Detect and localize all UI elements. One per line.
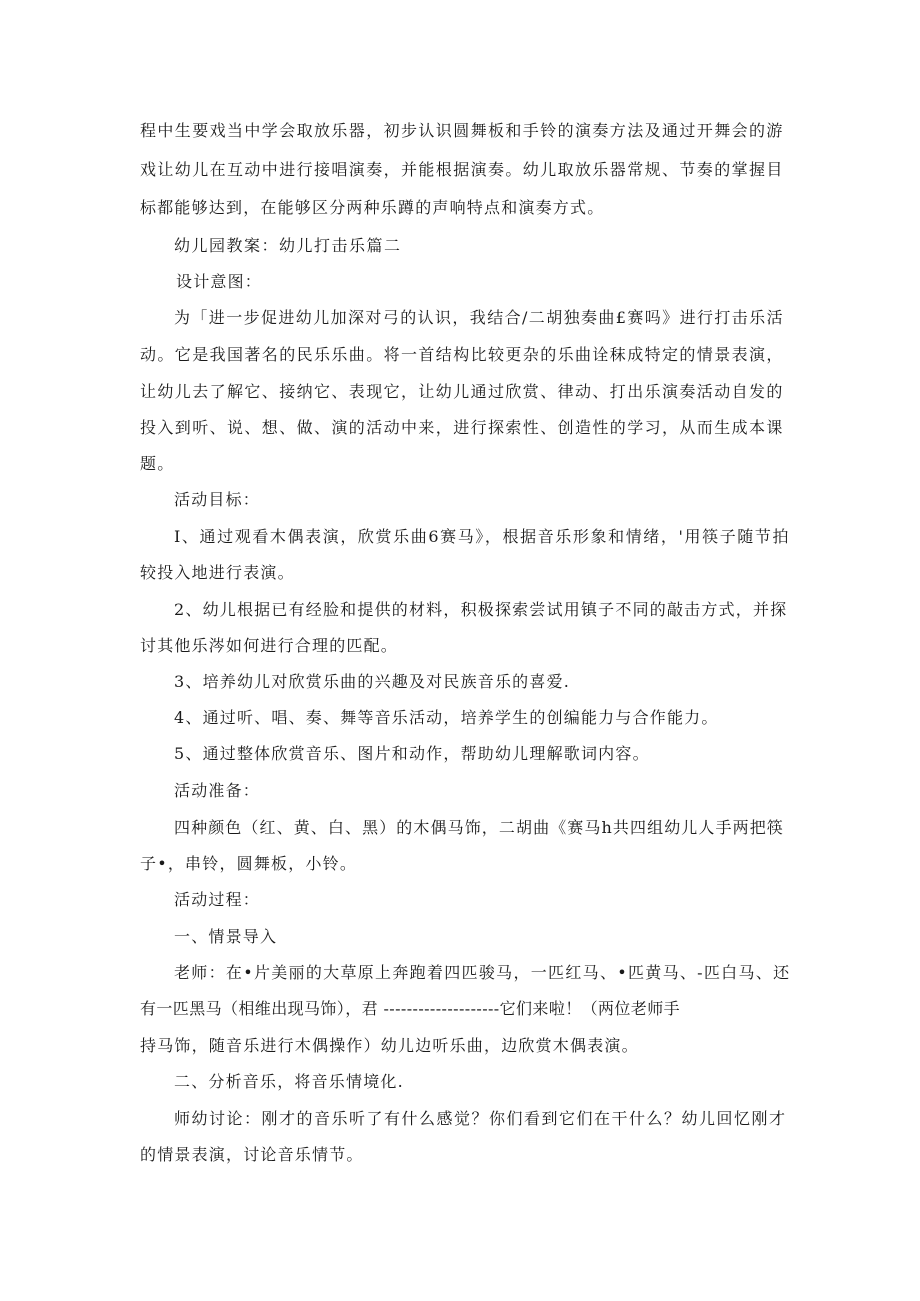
- text-line: 题。: [140, 454, 175, 473]
- text-line: 戏让幼儿在互动中进行接唱演奏，并能根据演奏。幼儿取放乐器常规、节奏的掌握目: [140, 160, 784, 179]
- subheading: 活动准备：: [174, 781, 261, 800]
- text-line: 2、幼儿根据已有经脸和提供的材料，积极探索尝试用镇子不同的敲击方式，并探: [174, 600, 788, 619]
- text-line: 让幼儿去了解它、接纳它、表现它，让幼儿通过欣赏、律动、打出乐演奏活动自发的: [140, 382, 784, 401]
- text-line: 投入到听、说、想、做、演的活动中来，进行探索性、创造性的学习，从而生成本课: [140, 418, 784, 437]
- subheading: 设计意图：: [176, 272, 263, 291]
- text-line: I、通过观看木偶表演，欣赏乐曲6赛马》，根据音乐形象和情绪，'用筷子随节拍: [174, 527, 791, 546]
- text-line: 老师：在•片美丽的大草原上奔跑着四匹骏马，一匹红马、•匹黄马、-匹白马、还: [174, 963, 791, 982]
- text-line: 4、通过听、唱、奏、舞等音乐活动，培养学生的创编能力与合作能力。: [174, 708, 719, 727]
- text-line: 讨其他乐涔如何进行合理的匹配。: [140, 636, 399, 655]
- text-line: 动。它是我国著名的民乐乐曲。将一首结构比较更杂的乐曲诠秣成特定的情景表演，: [140, 345, 784, 364]
- text-line: 3、培养幼儿对欣赏乐曲的兴趣及对民族音乐的喜爱.: [174, 672, 571, 691]
- text-line: 的情景表演，讨论音乐情节。: [140, 1145, 364, 1164]
- text-line: 为「进一步促进幼儿加深对弓的认识，我结合/二胡独奏曲£赛吗》进行打击乐活: [174, 308, 784, 327]
- text-line: 程中生要戏当中学会取放乐器，初步认识圆舞板和手铃的演奏方法及通过开舞会的游: [140, 121, 784, 140]
- text-line: 四种颜色（红、黄、白、黑）的木偶马饰，二胡曲《赛马h共四组幼儿人手两把筷: [174, 818, 784, 837]
- text-line: 5、通过整体欣赏音乐、图片和动作，帮助幼儿理解歌词内容。: [174, 744, 650, 763]
- section-heading: 幼儿园教案：幼儿打击乐篇二: [174, 236, 402, 255]
- text-line: 有一匹黑马（相维出现马饰），君 --------------------它们来啦！（两位老师手: [140, 999, 681, 1018]
- subheading: 活动目标：: [174, 490, 261, 509]
- text-line: 标都能够达到，在能够区分两种乐蹲的声响特点和演奏方式。: [140, 198, 605, 217]
- subheading: 一、情景导入: [174, 927, 278, 946]
- text-line: 持马饰，随音乐进行木偶操作）幼儿边听乐曲，边欣赏木偶表演。: [140, 1036, 639, 1055]
- text-line: 较投入地进行表演。: [140, 563, 295, 582]
- subheading: 二、分析音乐，将音乐情境化.: [174, 1072, 404, 1091]
- text-line: 师幼讨论：刚才的音乐听了有什么感觉？你们看到它们在干什么？幼儿回忆刚才: [174, 1109, 787, 1128]
- text-line: 子•，串铃，圆舞板，小铃。: [140, 854, 358, 873]
- subheading: 活动过程：: [174, 890, 261, 909]
